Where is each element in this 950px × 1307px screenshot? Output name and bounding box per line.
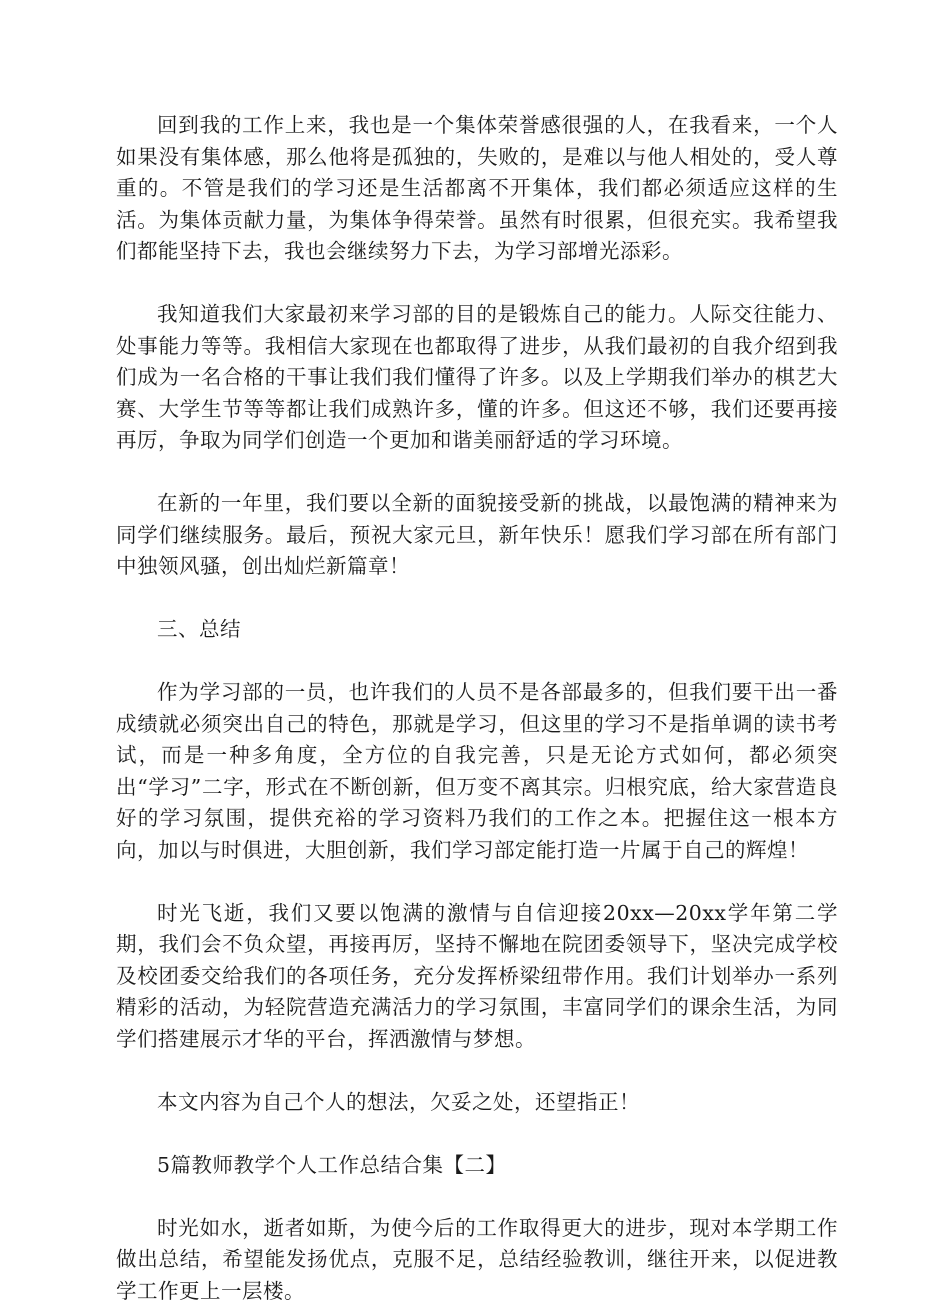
document-body bbox=[116, 110, 838, 1307]
section-heading-summary: 三、总结 bbox=[116, 614, 838, 646]
paragraph-learning-purpose: 我知道我们大家最初来学习部的目的是锻炼自己的能力。人际交往能力、处事能力等等。我相信大家现在也都取得了进步，从我们最初的自我介绍到我们成为一名合格的干事让我们我们懂得了许多。以及上学期我们举办的棋艺大赛、大学生节等等都让我们成熟许多，懂的许多。但这还不够，我们还要再接再厉，争取为同学们创造一个更加和谐美丽舒适的学习环境。 bbox=[116, 299, 838, 457]
paragraph-teaching-intro: 时光如水，逝者如斯，为使今后的工作取得更大的进步，现对本学期工作做出总结，希望能发扬优点，克服不足，总结经验教训，继往开来，以促进教学工作更上一层楼。 bbox=[116, 1213, 838, 1307]
paragraph-closing-note: 本文内容为自己个人的想法，欠妥之处，还望指正！ bbox=[116, 1087, 838, 1119]
article-title-part-two: 5篇教师教学个人工作总结合集【二】 bbox=[116, 1150, 838, 1182]
paragraph-collective-honor: 回到我的工作上来，我也是一个集体荣誉感很强的人，在我看来，一个人如果没有集体感，那么他将是孤独的，失败的，是难以与他人相处的，受人尊重的。不管是我们的学习还是生活都离不开集体，我们都必须适应这样的生活。为集体贡献力量，为集体争得荣誉。虽然有时很累，但很充实。我希望我们都能坚持下去，我也会继续努力下去，为学习部增光添彩。 bbox=[116, 110, 838, 268]
paragraph-new-year: 在新的一年里，我们要以全新的面貌接受新的挑战，以最饱满的精神来为同学们继续服务。最后，预祝大家元旦，新年快乐！愿我们学习部在所有部门中独领风骚，创出灿烂新篇章！ bbox=[116, 488, 838, 583]
paragraph-summary: 作为学习部的一员，也许我们的人员不是各部最多的，但我们要干出一番成绩就必须突出自己的特色，那就是学习，但这里的学习不是指单调的读书考试，而是一种多角度，全方位的自我完善，只是无论方式如何，都必须突出“学习”二字，形式在不断创新，但万变不离其宗。归根究底，给大家营造良好的学习氛围，提供充裕的学习资料乃我们的工作之本。把握住这一根本方向，加以与时俱进，大胆创新，我们学习部定能打造一片属于自己的辉煌！ bbox=[116, 677, 838, 866]
paragraph-next-semester: 时光飞逝，我们又要以饱满的激情与自信迎接20xx—20xx学年第二学期，我们会不负众望，再接再厉，坚持不懈地在院团委领导下，坚决完成学校及校团委交给我们的各项任务，充分发挥桥梁纽带作用。我们计划举办一系列精彩的活动，为轻院营造充满活力的学习氛围，丰富同学们的课余生活，为同学们搭建展示才华的平台，挥洒激情与梦想。 bbox=[116, 898, 838, 1056]
